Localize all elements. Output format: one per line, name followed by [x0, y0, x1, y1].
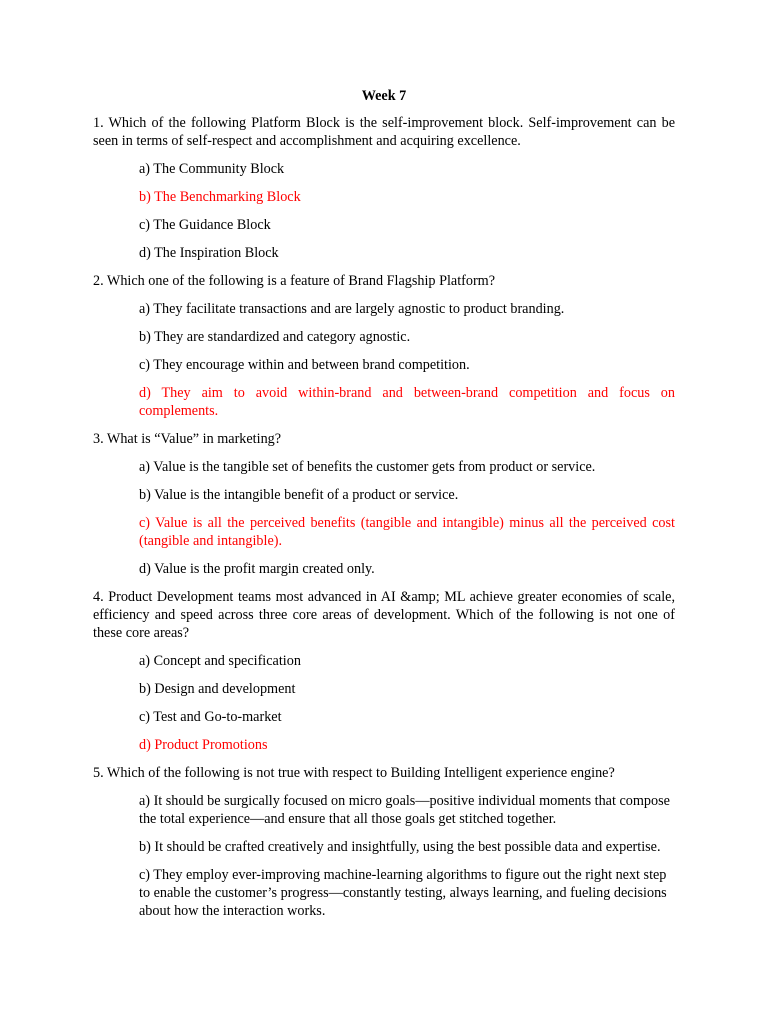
answer-option: b) Design and development [139, 681, 296, 697]
answer-option: b) Value is the intangible benefit of a product or service. [139, 487, 459, 503]
correct-answer-option: b) The Benchmarking Block [139, 189, 301, 205]
question-4-options [139, 652, 675, 754]
answer-option: a) The Community Block [139, 161, 285, 177]
answer-option: b) It should be crafted creatively and insightfully, using the best possible data and expertise. [139, 839, 661, 855]
correct-answer-option: d) They aim to avoid within-brand and between-brand competition and focus on complements. [139, 385, 675, 419]
question-2-text: 2. Which one of the following is a feature of Brand Flagship Platform? [93, 273, 496, 289]
answer-option: c) They encourage within and between brand competition. [139, 357, 470, 373]
answer-option: c) Test and Go-to-market [139, 709, 282, 725]
answer-option: c) They employ ever-improving machine-learning algorithms to figure out the right next step to enable the customer’s progress—constantly testing, always learning, and fueling decisions about how the interaction works. [139, 867, 667, 919]
page-title: Week 7 [361, 88, 407, 104]
question-2-options [139, 300, 675, 420]
question-list [93, 114, 675, 930]
answer-option: d) The Inspiration Block [139, 245, 279, 261]
question-3-options [139, 458, 675, 578]
correct-answer-option: d) Product Promotions [139, 737, 268, 753]
answer-option: a) It should be surgically focused on micro goals—positive individual moments that compose the total experience—and ensure that all those goals get stitched together. [139, 793, 670, 827]
answer-option: c) The Guidance Block [139, 217, 271, 233]
question-1-options [139, 160, 675, 262]
question-4-text: 4. Product Development teams most advanced in AI &amp; ML achieve greater economies of scale, efficiency and speed across three core areas of development. Which of the following is not one of these core areas? [93, 589, 675, 641]
question-5-options [139, 792, 675, 920]
question-1-text: 1. Which of the following Platform Block is the self-improvement block. Self-improvement can be seen in terms of self-respect and accomplishment and acquiring excellence. [93, 115, 675, 149]
answer-option: d) Value is the profit margin created only. [139, 561, 375, 577]
answer-option: a) They facilitate transactions and are largely agnostic to product branding. [139, 301, 565, 317]
answer-option: a) Concept and specification [139, 653, 301, 669]
answer-option: a) Value is the tangible set of benefits the customer gets from product or service. [139, 459, 596, 475]
correct-answer-option: c) Value is all the perceived benefits (tangible and intangible) minus all the perceived cost (tangible and intangible). [139, 515, 675, 549]
question-5-text: 5. Which of the following is not true with respect to Building Intelligent experience engine? [93, 765, 615, 781]
answer-option: b) They are standardized and category agnostic. [139, 329, 411, 345]
question-3-text: 3. What is “Value” in marketing? [93, 431, 282, 447]
